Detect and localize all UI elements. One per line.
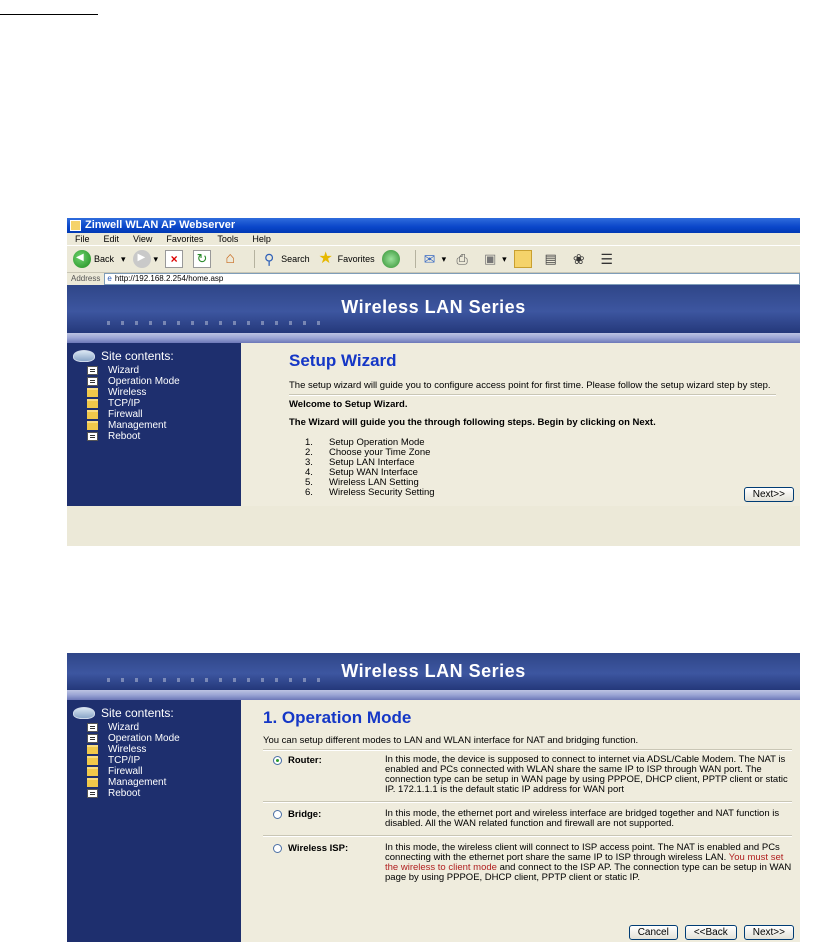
folder-icon [87,388,98,397]
page-icon [87,789,98,798]
nav-label: Firewall [108,766,143,777]
research-button[interactable] [542,250,563,268]
forward-arrow-icon [133,250,151,268]
folder-icon [87,421,98,430]
mail-button[interactable]: ✉ ▾ [421,250,447,268]
page-icon [87,432,98,441]
mode-wireless-isp [263,843,792,883]
menu-bar [67,233,800,245]
page-icon [87,377,98,386]
toolbar-separator [254,250,255,268]
router-page [67,285,800,506]
messenger-icon: ❀ [572,251,585,267]
router-description: In this mode, the device is supposed to connect to internet via ADSL/Cable Modem. The NAT is enabled and PCs connected with WLAN share the same IP to ISP through WAN port. The connection type can be setup in WAN page by using PPPOE, DHCP client, PPTP client or static IP. 172.1.1.1 is the default static IP address for WAN port [385,754,788,795]
page-icon [87,734,98,743]
home-button[interactable] [221,250,242,268]
address-input[interactable] [104,273,800,285]
refresh-button[interactable] [193,250,214,268]
nav-label: TCP/IP [108,398,141,409]
toolbar-separator [415,250,416,268]
discuss-icon: ☰ [600,251,613,267]
window-titlebar [67,218,800,233]
search-label: Search [281,254,310,264]
step-item: 3. Setup LAN Interface [305,457,415,468]
nav-label: Operation Mode [108,376,180,387]
nav-item-tcpip[interactable] [87,398,241,409]
media-icon [382,250,400,268]
research-icon: ▤ [544,251,557,266]
stop-button[interactable] [165,250,186,268]
banner-title: Wireless LAN Series [341,297,526,317]
address-label: Address [71,274,101,283]
nav-item-management[interactable] [87,777,241,788]
wireless-isp-warning: You must set the wireless to client mode [385,852,784,873]
banner [67,653,800,690]
browser-window [67,218,800,546]
bridge-description: In this mode, the ethernet port and wireless interface are bridged together and NAT function is disabled. All the WAN related function and firewall are not supported. [385,808,780,829]
browser-toolbar [67,245,800,273]
nav-item-firewall[interactable] [87,409,241,420]
folder-icon [87,410,98,419]
wizard-intro: The setup wizard will guide you to configure access point for first time. Please follow the setup wizard step by step. [289,380,771,391]
nav-item-reboot[interactable] [87,788,241,799]
folder-icon [87,756,98,765]
nav-label: Management [108,777,167,788]
back-button[interactable] [73,250,114,268]
refresh-icon: ↻ [193,250,211,268]
step-item: 6. Wireless Security Setting [305,487,435,498]
folder-icon [87,745,98,754]
wireless-isp-label: Wireless ISP: [288,843,349,854]
menu-tools[interactable]: Tools [217,234,239,244]
main-content [241,700,800,942]
nav-label: Wireless [108,744,147,755]
page-icon [87,366,98,375]
search-icon: ⚲ [263,251,275,267]
forward-button[interactable]: ▶ ▾ [133,250,159,268]
page-title: 1. Operation Mode [263,708,412,727]
nav-label: Wireless [108,387,147,398]
banner-stripe [67,690,800,700]
nav-item-tcpip[interactable] [87,755,241,766]
favorites-button[interactable] [317,250,375,268]
back-button[interactable]: <<Back [685,925,737,940]
print-button[interactable] [453,250,474,268]
mode-router [263,755,792,795]
menu-view[interactable]: View [133,234,153,244]
search-button[interactable] [260,250,310,268]
site-globe-icon [73,707,95,719]
back-label: Back [94,254,115,264]
opmode-intro: You can setup different modes to LAN and WLAN interface for NAT and bridging function. [263,735,639,746]
wireless-isp-description [385,843,792,883]
site-contents-label: Site contents: [101,349,174,363]
site-contents-header [67,343,241,363]
nav-label: Reboot [108,431,141,442]
wireless-isp-option[interactable] [273,843,385,883]
site-contents-label: Site contents: [101,706,174,720]
banner [67,285,800,333]
divider [263,801,792,803]
print-icon: ⎙ [456,251,468,267]
nav-item-wireless[interactable] [87,387,241,398]
nav-label: TCP/IP [108,755,141,766]
edit-icon: ▣ [484,251,497,266]
back-dropdown[interactable]: ▾ [121,253,126,264]
banner-decoration [107,321,327,325]
operation-mode-page [67,653,800,942]
site-contents-header [67,700,241,720]
bridge-label: Bridge: [288,809,322,820]
next-button[interactable]: Next>> [744,487,794,502]
bridge-radio[interactable] [273,810,282,819]
nav-item-operation-mode[interactable] [87,376,241,387]
top-rule [0,14,98,15]
ie-page-icon: e [107,274,112,283]
nav-label: Wizard [108,722,140,733]
wireless-isp-desc-a: In this mode, the wireless client will connect to ISP access point. The NAT is enabled and PCs connecting with the ethernet port share the same IP to ISP through wireless LAN. [385,842,780,863]
edit-button[interactable]: ▣ ▾ [481,250,507,268]
wireless-isp-desc-b: and connect to the ISP AP. The connection type can be setup in WAN page by using PPPOE, DHCP client, PPTP client or static IP. [385,862,792,883]
menu-file[interactable]: File [75,234,90,244]
folder-icon [514,250,532,268]
folder-icon [87,778,98,787]
mode-bridge [263,809,792,829]
address-url: http://192.168.2.254/home.asp [114,274,224,283]
step-item: 2. Choose your Time Zone [305,447,431,458]
site-nav [87,722,241,799]
media-button[interactable] [382,250,403,268]
main-content [241,343,800,506]
wizard-guide: The Wizard will guide you the through following steps. Begin by clicking on Next. [289,417,656,428]
sidebar [67,343,241,506]
divider [289,394,776,396]
back-arrow-icon [73,250,91,268]
mode-options [263,755,792,883]
page-icon [87,723,98,732]
nav-item-wireless[interactable] [87,744,241,755]
messenger-button[interactable] [570,250,591,268]
app-icon [70,220,81,231]
site-nav [87,365,241,442]
nav-item-reboot[interactable] [87,431,241,442]
wireless-isp-radio[interactable] [273,844,282,853]
nav-item-management[interactable] [87,420,241,431]
divider [263,835,792,837]
router-option[interactable] [273,755,385,795]
favorites-label: Favorites [337,254,375,264]
sidebar [67,700,241,942]
next-button[interactable]: Next>> [744,925,794,940]
favorites-star-icon: ★ [318,250,333,267]
nav-item-wizard[interactable] [87,365,241,376]
menu-help[interactable]: Help [252,234,271,244]
wizard-steps [305,438,776,498]
step-item: 4. Setup WAN Interface [305,467,418,478]
nav-item-wizard[interactable] [87,722,241,733]
bridge-option[interactable] [273,809,385,829]
nav-label: Wizard [108,365,140,376]
window-title: Zinwell WLAN AP Webserver [85,219,236,231]
nav-label: Reboot [108,788,141,799]
nav-label: Operation Mode [108,733,180,744]
address-bar [67,273,800,285]
extra-button[interactable] [598,250,619,268]
step-item: 1. Setup Operation Mode [305,437,425,448]
wizard-welcome: Welcome to Setup Wizard. [289,399,408,410]
nav-item-firewall[interactable] [87,766,241,777]
cancel-button[interactable]: Cancel [629,925,678,940]
folder-icon [87,399,98,408]
nav-label: Management [108,420,167,431]
stop-icon: × [165,250,183,268]
folder-icon [87,767,98,776]
divider [263,749,792,751]
menu-favorites[interactable]: Favorites [166,234,204,244]
page-title: Setup Wizard [289,351,397,370]
home-icon: ⌂ [225,250,235,267]
router-label: Router: [288,755,322,766]
nav-label: Firewall [108,409,143,420]
site-globe-icon [73,350,95,362]
step-item: 5. Wireless LAN Setting [305,477,419,488]
folder-button[interactable] [514,250,535,268]
banner-stripe [67,333,800,343]
mail-icon: ✉ [423,251,436,267]
nav-item-operation-mode[interactable] [87,733,241,744]
menu-edit[interactable]: Edit [103,234,120,244]
banner-title: Wireless LAN Series [341,661,526,681]
wizard-buttons [629,925,794,940]
router-radio[interactable] [273,756,282,765]
